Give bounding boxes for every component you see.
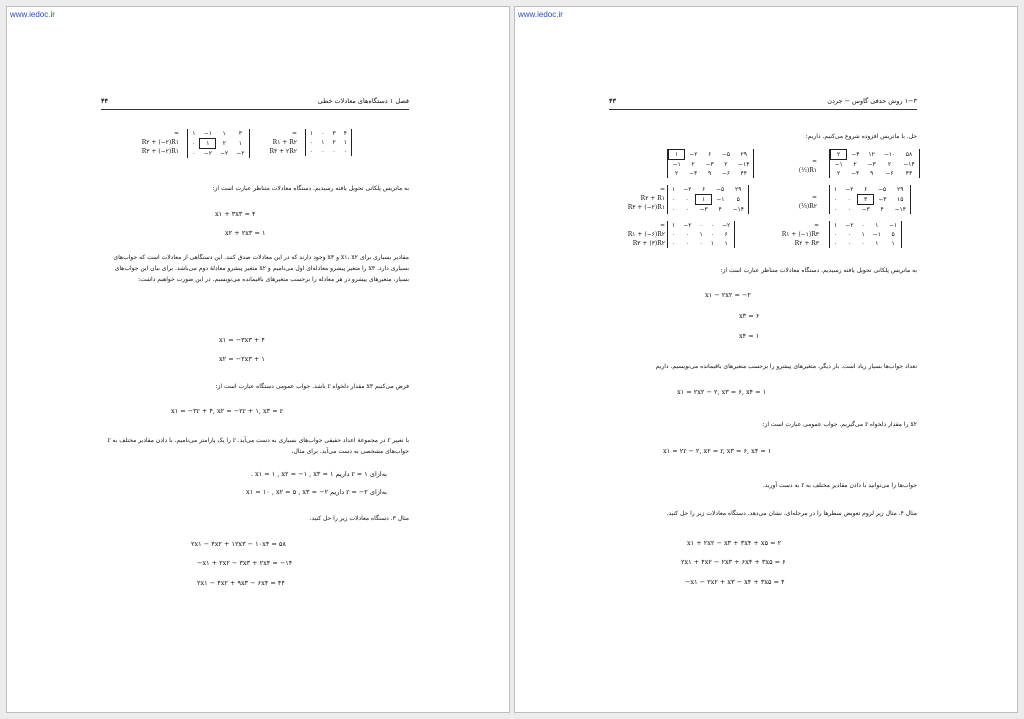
matrix-cell: ۱ bbox=[222, 130, 226, 138]
matrix-cell: −۲ bbox=[219, 149, 229, 157]
matrix-cell: −۱۴ bbox=[738, 160, 750, 168]
matrix-cell: ۰ bbox=[834, 196, 838, 203]
matrix-cell: ۰ bbox=[834, 231, 838, 238]
matrix-cell: ۰ bbox=[343, 148, 347, 155]
matrix-cell: ۴۴ bbox=[905, 170, 913, 177]
paragraph: x۲ را مقدار دلخواه r می‌گیریم. جواب عمومی عبارت است از: bbox=[762, 421, 917, 428]
matrix-cell: ۰ bbox=[861, 240, 865, 247]
matrix-cell: ۰ bbox=[847, 196, 851, 203]
matrix-cell: ۱ bbox=[310, 130, 314, 137]
equation: x۱ = ۲x۲ − ۲, x۳ = ۶, x۴ = ۱ bbox=[677, 388, 767, 396]
matrix-cell: ۱۲ bbox=[868, 151, 875, 158]
matrix-cell: ۱ bbox=[834, 186, 838, 194]
matrix bbox=[305, 129, 352, 156]
matrix-cell: ۰ bbox=[672, 196, 676, 203]
left-page bbox=[6, 6, 510, 713]
op-label: (⅓)R۲ bbox=[798, 203, 817, 210]
matrix-cell: ۲۹ bbox=[735, 186, 742, 194]
op-label: ≈ bbox=[811, 158, 817, 165]
matrix bbox=[829, 149, 920, 178]
right-page bbox=[514, 6, 1018, 713]
matrix-cell: ۰ bbox=[310, 139, 314, 146]
matrix-cell: −۱۴ bbox=[894, 205, 906, 213]
matrix-cell: −۱۴ bbox=[732, 205, 744, 213]
matrix-cell: −۵ bbox=[721, 151, 730, 158]
op-label: R۲ + (−۲)R۱ bbox=[141, 139, 179, 146]
matrix-cell: −۴ bbox=[851, 151, 860, 158]
matrix-cell: −۴ bbox=[689, 170, 698, 177]
matrix-cell: −۱ bbox=[672, 161, 681, 168]
matrix-cell: ۴ bbox=[343, 130, 347, 137]
paragraph: به ماتریس پلکانی تحویل یافته رسیدیم. دستگاه معادلات متناظر عبارت است از: bbox=[212, 185, 409, 192]
op-label: R۱ + (−۱)R۳ bbox=[781, 231, 819, 238]
equation: x۲ + ۲x۳ = ۱ bbox=[225, 229, 266, 237]
matrix-cell: ۲ bbox=[691, 160, 695, 168]
matrix-operation-labels bbox=[767, 157, 817, 175]
matrix-cell: ۶ bbox=[863, 186, 868, 193]
matrix-operation-labels bbox=[609, 185, 665, 212]
matrix-cell: ۱ bbox=[238, 140, 242, 147]
page-number: ۴۴ bbox=[101, 97, 108, 105]
matrix-cell: ۱ bbox=[724, 240, 728, 247]
matrix-cell: ۲ bbox=[837, 170, 841, 177]
matrix-cell: ۱ bbox=[875, 222, 879, 229]
matrix-cell: ۱ bbox=[321, 139, 325, 146]
matrix-cell: ۴۴ bbox=[740, 170, 747, 177]
paragraph: تعداد جواب‌ها بسیار زیاد است. بار دیگر، متغیرهای پیشرو را برحسب متغیرهای باقیمانده می‌نویسیم. داریم bbox=[655, 363, 917, 370]
matrix-cell: ۱ bbox=[861, 231, 865, 238]
matrix-cell: ۰ bbox=[321, 148, 325, 155]
matrix-cell: ۰ bbox=[699, 222, 703, 229]
matrix-cell: ۱ bbox=[192, 130, 196, 138]
matrix-cell: ۰ bbox=[685, 205, 689, 213]
matrix-cell: ۰ bbox=[685, 231, 689, 238]
equation: x۴ = ۱ bbox=[739, 332, 760, 340]
matrix bbox=[829, 221, 902, 248]
matrix-cell: −۶ bbox=[885, 170, 894, 177]
page-number: ۴۳ bbox=[609, 97, 616, 105]
pivot-cell: ۲ bbox=[831, 150, 847, 160]
matrix-cell: ۱ bbox=[891, 240, 895, 247]
matrix-cell: ۰ bbox=[685, 196, 689, 203]
op-label: R۳ + (−۲)R۱ bbox=[141, 148, 179, 155]
op-label: R۳ + ۲R۲ bbox=[269, 148, 297, 155]
paragraph: جواب‌ها را می‌توانید با دادن مقادیر مختلف به r به دست آورید. bbox=[762, 482, 917, 489]
matrix-cell: ۰ bbox=[192, 140, 196, 147]
matrix-cell: −۳ bbox=[699, 206, 708, 213]
equation: ۲x۱ + ۴x۲ − ۲x۳ + ۶x۴ + ۳x۵ = ۶ bbox=[681, 558, 786, 566]
matrix-cell: ۴ bbox=[880, 205, 884, 213]
matrix-cell: ۰ bbox=[847, 205, 851, 213]
equation: x۱ = −۳r + ۴, x۲ = −۲r + ۱, x۳ = r bbox=[171, 407, 283, 415]
page-header bbox=[609, 97, 917, 110]
op-label: (½)R۱ bbox=[798, 167, 817, 174]
pivot-cell: ۱ bbox=[200, 139, 216, 149]
equation: x۱ = −۳x۳ + ۴ bbox=[219, 336, 265, 344]
op-label: ≈ bbox=[659, 186, 665, 193]
pivot-cell: ۱ bbox=[669, 150, 685, 160]
matrix-cell: ۰ bbox=[710, 231, 714, 238]
matrix-cell: ۱ bbox=[875, 240, 879, 247]
equation: x۱ − ۲x۲ = −۲ bbox=[705, 291, 751, 299]
matrix-cell: −۲ bbox=[236, 149, 245, 157]
matrix-cell: −۲ bbox=[689, 151, 698, 158]
matrix-cell: ۱۵ bbox=[897, 196, 904, 203]
matrix-cell: ۲ bbox=[222, 140, 226, 147]
matrix-cell: ۰ bbox=[847, 240, 851, 247]
matrix-cell: ۰ bbox=[847, 231, 851, 238]
matrix-cell: ۵ bbox=[736, 196, 740, 203]
matrix-cell: ۵۸ bbox=[905, 151, 913, 158]
op-label: R۲ + R۳ bbox=[794, 240, 819, 247]
matrix-cell: −۱ bbox=[834, 161, 843, 168]
matrix-operation-labels bbox=[767, 193, 817, 211]
matrix-cell: ۰ bbox=[861, 222, 865, 229]
matrix-cell: ۰ bbox=[192, 149, 196, 157]
matrix-cell: ۲ bbox=[675, 170, 679, 177]
matrix-cell: ۱ bbox=[710, 240, 714, 247]
matrix-cell: −۴ bbox=[851, 170, 860, 177]
matrix-cell: ۰ bbox=[310, 148, 314, 155]
example-title: مثال ۳. دستگاه معادلات زیر را حل کنید. bbox=[309, 515, 409, 522]
matrix bbox=[187, 129, 250, 158]
matrix-cell: −۱۴ bbox=[903, 160, 915, 168]
matrix-cell: ۱ bbox=[672, 222, 676, 229]
matrix-operation-labels bbox=[759, 221, 819, 248]
op-label: ≈ bbox=[811, 194, 817, 201]
matrix-cell: ۶ bbox=[724, 231, 728, 238]
matrix-cell: −۲ bbox=[683, 222, 692, 229]
equation: ۲x۱ − ۴x۲ + ۹x۳ − ۶x۴ = ۴۴ bbox=[197, 579, 285, 587]
example-title: مثال ۴. مثال زیر لزوم تعویض سطرها را در مرحله‌ای، نشان می‌دهد. دستگاه معادلات زیر را حل کنید. bbox=[666, 510, 917, 517]
matrix-cell: −۱۰ bbox=[883, 151, 896, 158]
matrix-cell: ۰ bbox=[672, 231, 676, 238]
matrix-operation-labels bbox=[609, 221, 665, 248]
matrix-cell: −۳ bbox=[861, 206, 870, 213]
op-label: R۲ + R۱ bbox=[640, 195, 665, 202]
matrix-cell: ۰ bbox=[332, 148, 336, 155]
matrix-cell: ۰ bbox=[672, 205, 676, 213]
matrix-cell: ۵ bbox=[891, 231, 895, 238]
matrix bbox=[667, 221, 735, 248]
paragraph: به ماتریس پلکانی تحویل یافته رسیدیم. دستگاه معادلات متناظر عبارت است از: bbox=[720, 267, 917, 274]
site-watermark[interactable]: www.iedoc.ir bbox=[10, 10, 55, 19]
matrix-cell: −۲ bbox=[203, 150, 212, 157]
op-label: ≈ bbox=[659, 222, 665, 229]
matrix bbox=[829, 185, 911, 214]
matrix bbox=[667, 149, 754, 178]
matrix-cell: ۹ bbox=[870, 170, 874, 177]
matrix-cell: −۲ bbox=[845, 222, 854, 229]
matrix-cell: ۲ bbox=[724, 160, 728, 168]
matrix-cell: ۰ bbox=[685, 240, 689, 247]
matrix-cell: ۳ bbox=[332, 130, 336, 137]
paragraph: فرض می‌کنیم x۳ مقدار دلخواه r باشد. جواب عمومی دستگاه عبارت است از: bbox=[215, 383, 409, 390]
op-label: R۳ + (۳)R۲ bbox=[632, 240, 665, 247]
chapter-title: ۱−۳ روش حذفی گاوس − جردن bbox=[827, 97, 917, 105]
matrix-cell: −۳ bbox=[867, 160, 876, 168]
matrix-cell: ۶ bbox=[701, 186, 706, 193]
pivot-cell: ۱ bbox=[695, 195, 711, 205]
paragraph: با تغییر r در مجموعهٔ اعداد حقیقی جواب‌های بسیاری به دست می‌آید. r را یک پارامتر می‌نامیم. با دادن مقادیر مختلف به r جواب‌های مشخصی به دست می‌آید. برای مثال، bbox=[107, 437, 409, 455]
op-label: R۱ + R۲ bbox=[272, 139, 297, 146]
matrix-cell: ۲ bbox=[853, 160, 857, 168]
paragraph: حل. با ماتریس افزوده شروع می‌کنیم. داریم: bbox=[805, 133, 917, 140]
equation: x۱ = ۲r − ۲, x۲ = r, x۳ = ۶, x۴ = ۱ bbox=[663, 447, 772, 455]
matrix-cell: ۱ bbox=[672, 186, 676, 194]
matrix bbox=[667, 185, 749, 214]
site-watermark[interactable]: www.iedoc.ir bbox=[518, 10, 563, 19]
equation: x۲ = −۲x۳ + ۱ bbox=[219, 355, 265, 363]
op-label: ≈ bbox=[173, 130, 179, 137]
equation: x۳ = ۶ bbox=[739, 312, 760, 320]
matrix-cell: −۵ bbox=[715, 186, 725, 194]
matrix-cell: ۰ bbox=[321, 130, 325, 137]
matrix-cell: ۰ bbox=[834, 205, 838, 213]
page-header bbox=[101, 97, 409, 110]
matrix-cell: ۲۹ bbox=[897, 186, 904, 194]
paragraph: مقادیر بسیاری برای x۱، x۲ و x۳ وجود دارند که در این معادلات صدق کنند. این دستگاهی از معادلات است که جواب‌های بسیاری دارد. x۳ را متغیر پیشرو معادله‌ای اول می‌نامیم و x۲ متغیر پیشرو معادلهٔ دوم می‌باشد. برای بیان این جواب‌های بسیار، متغیرهای پیشرو در هر معادله را برحسب متغیرهای باقیمانده می‌نویسیم. در این صورت خواهیم داشت: bbox=[113, 254, 409, 283]
matrix-cell: −۲ bbox=[845, 186, 854, 194]
matrix-cell: ۰ bbox=[672, 240, 676, 247]
op-label: ≈ bbox=[813, 222, 819, 229]
matrix-cell: −۱ bbox=[716, 196, 725, 203]
equation: x۱ + ۳x۳ = ۴ bbox=[215, 210, 256, 218]
example-line: به‌ازای r = ۱ داریم x۱ = ۱ , x۲ = −۱ , x۳ = ۱ . bbox=[250, 470, 387, 478]
pivot-cell: ۳ bbox=[857, 195, 873, 205]
equation: x۱ + ۲x۲ − x۳ + ۳x۴ + x۵ = ۲ bbox=[687, 539, 782, 547]
matrix-cell: −۱ bbox=[872, 231, 881, 238]
matrix-cell: −۳ bbox=[705, 160, 714, 168]
matrix-cell: ۴ bbox=[718, 205, 722, 213]
op-label: R۳ + (−۲)R۱ bbox=[627, 204, 665, 211]
matrix-cell: ۰ bbox=[834, 240, 838, 247]
chapter-title: فصل ۱ دستگاه‌های معادلات خطی bbox=[317, 97, 409, 105]
op-label: R۱ + (−۶)R۲ bbox=[627, 231, 665, 238]
matrix-cell: −۱ bbox=[203, 130, 212, 137]
matrix-cell: ۲ bbox=[332, 139, 336, 146]
matrix-cell: ۱ bbox=[834, 222, 838, 229]
example-line: به‌ازای r = −۲ داریم x۱ = ۱۰ , x۲ = ۵ , x۳ = −۲ bbox=[246, 488, 387, 496]
matrix-cell: ۲ bbox=[887, 160, 892, 168]
matrix-cell: ۰ bbox=[699, 240, 703, 247]
matrix-operation-labels bbox=[119, 129, 179, 156]
matrix-cell: −۱ bbox=[888, 222, 898, 229]
matrix-cell: −۵ bbox=[877, 186, 887, 194]
matrix-cell: ۲۹ bbox=[740, 151, 747, 158]
equation: −x۱ − ۲x۲ + x۳ − x۴ + ۳x۵ = ۴ bbox=[685, 578, 785, 586]
equation: −x۱ + ۲x۲ − ۳x۳ + ۲x۴ = −۱۴ bbox=[197, 559, 293, 567]
matrix-cell: −۳ bbox=[878, 196, 887, 203]
matrix-cell: ۱ bbox=[699, 231, 703, 238]
matrix-cell: −۶ bbox=[721, 170, 730, 177]
matrix-cell: ۹ bbox=[708, 170, 712, 177]
matrix-cell: ۱ bbox=[343, 139, 347, 146]
matrix-cell: −۲ bbox=[721, 222, 731, 229]
matrix-cell: ۶ bbox=[708, 151, 712, 158]
matrix-cell: −۲ bbox=[683, 186, 692, 194]
matrix-cell: ۰ bbox=[710, 222, 714, 229]
matrix-operation-labels bbox=[247, 129, 297, 156]
matrix-cell: ۳ bbox=[238, 130, 242, 138]
op-label: ≈ bbox=[291, 130, 297, 137]
equation: ۲x۱ − ۴x۲ + ۱۲x۳ − ۱۰x۴ = ۵۸ bbox=[191, 540, 286, 548]
